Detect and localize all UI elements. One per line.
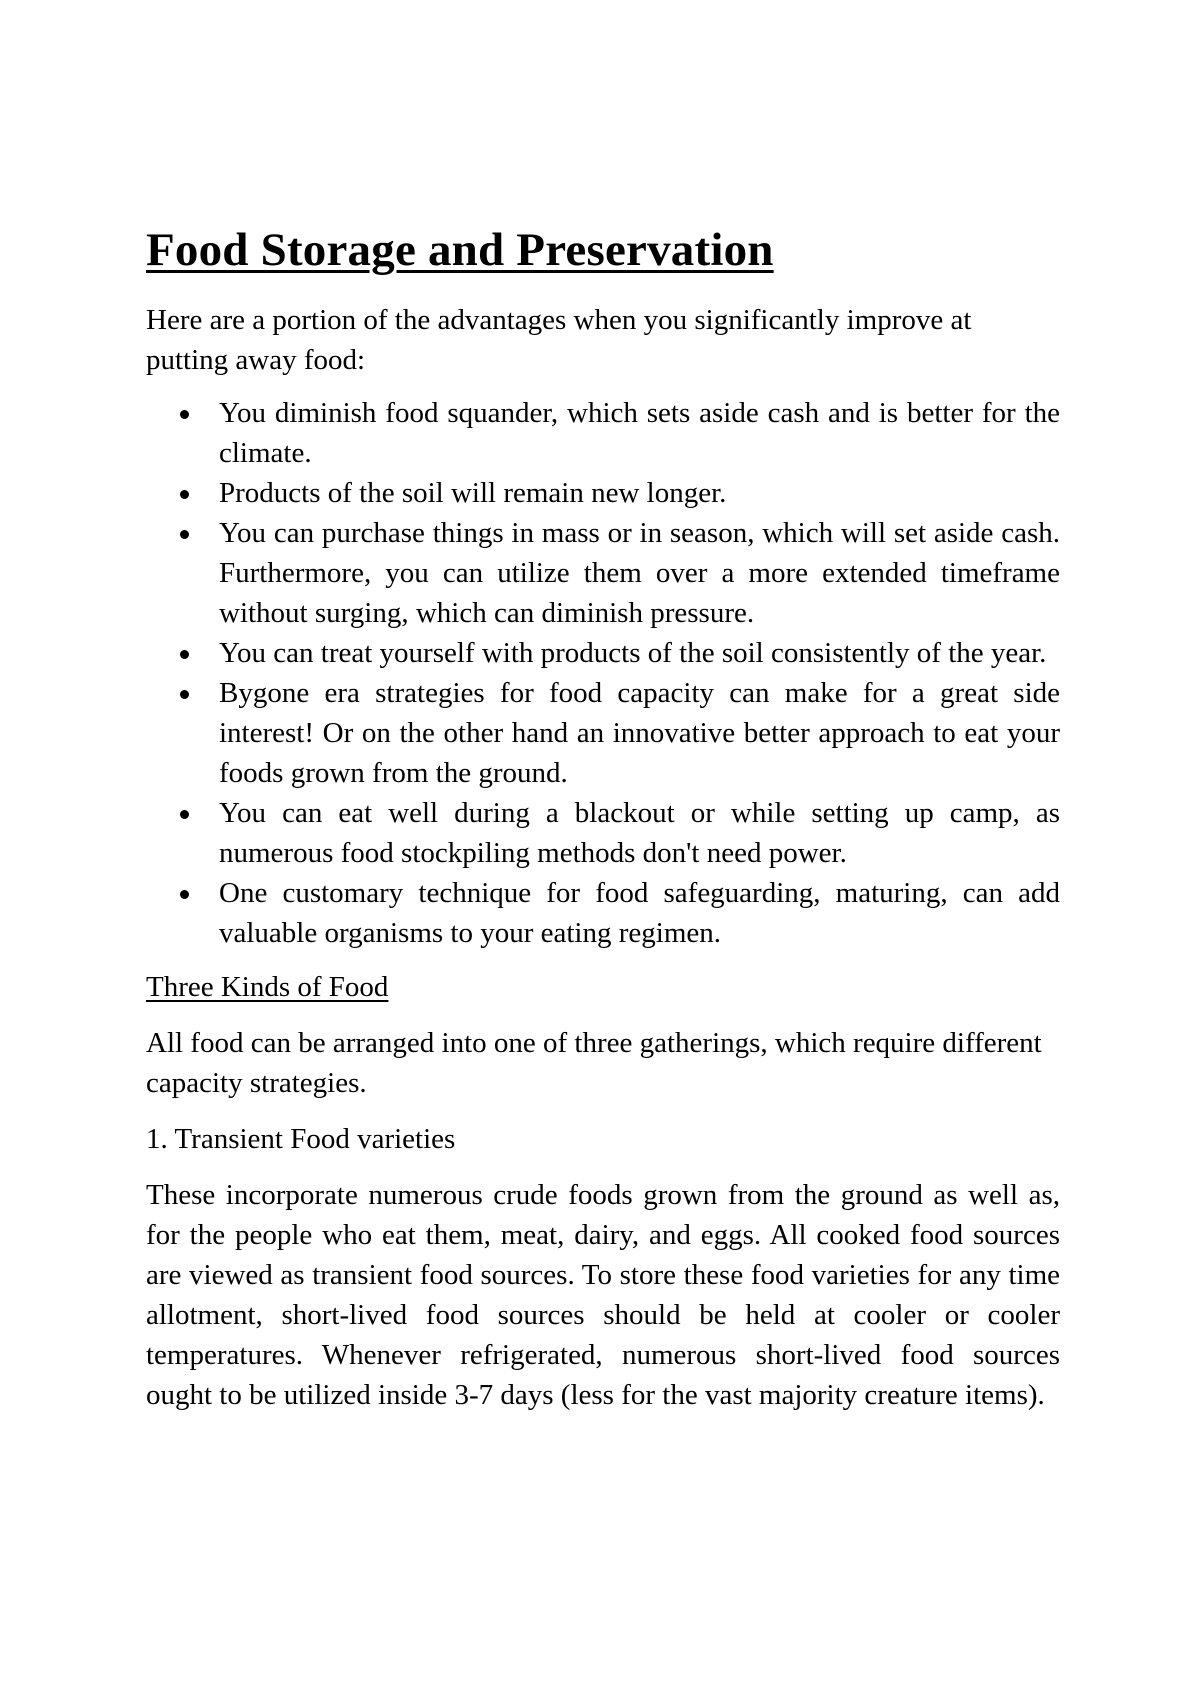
document-title: Food Storage and Preservation [146, 224, 774, 276]
subsection-heading: 1. Transient Food varieties [146, 1123, 456, 1155]
bullet-icon [180, 410, 189, 419]
list-item-text: You diminish food squander, which sets aside cash and is better for the climate. [219, 397, 1060, 469]
bullet-icon [180, 490, 189, 499]
bullet-icon [180, 530, 189, 539]
bullet-icon [180, 890, 189, 899]
list-item [219, 673, 1060, 793]
list-item [219, 393, 1060, 473]
list-item-text: You can treat yourself with products of the soil consistently of the year. [219, 637, 1047, 669]
list-item [219, 873, 1060, 953]
bullet-icon [180, 690, 189, 699]
list-item-text: Products of the soil will remain new longer. [219, 477, 727, 509]
subsection-body-paragraph: These incorporate numerous crude foods grown from the ground as well as, for the people who eat them, meat, dairy, and eggs. All cooked food sources are viewed as transient food sources. To store these food varieties for any time allotment, short-lived food sources should be held at cooler or cooler temperatures. Whenever refrigerated, numerous short-lived food sources ought to be utilized inside 3-7 days (less for the vast majority creature items). [146, 1179, 1060, 1411]
list-item-text: One customary technique for food safeguarding, maturing, can add valuable organisms to your eating regimen. [219, 877, 1060, 949]
document-page [146, 222, 1060, 1415]
list-item [219, 793, 1060, 873]
bullet-icon [180, 650, 189, 659]
list-item [219, 473, 1060, 513]
list-item-text: You can eat well during a blackout or while setting up camp, as numerous food stockpiling methods don't need power. [219, 797, 1060, 869]
benefits-list [146, 393, 1060, 953]
intro-paragraph: Here are a portion of the advantages when you significantly improve at putting away food: [146, 304, 972, 376]
list-item-text: You can purchase things in mass or in season, which will set aside cash. Furthermore, you can utilize them over a more extended timeframe without surging, which can diminish pressure. [219, 517, 1060, 629]
bullet-icon [180, 810, 189, 819]
list-item [219, 513, 1060, 633]
section-intro-paragraph: All food can be arranged into one of three gatherings, which require different capacity strategies. [146, 1027, 1042, 1099]
list-item [219, 633, 1060, 673]
section-heading: Three Kinds of Food [146, 971, 389, 1003]
list-item-text: Bygone era strategies for food capacity can make for a great side interest! Or on the other hand an innovative better approach to eat your foods grown from the ground. [219, 677, 1060, 789]
